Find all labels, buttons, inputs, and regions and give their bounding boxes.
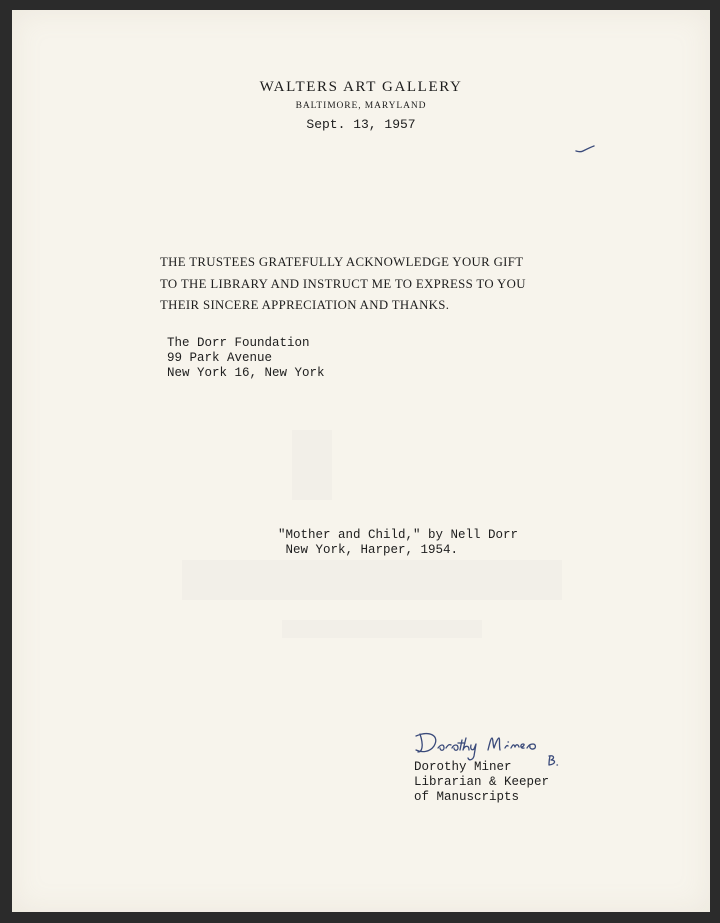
- gift-line: New York, Harper, 1954.: [278, 543, 459, 557]
- gift-line: "Mother and Child," by Nell Dorr: [278, 528, 519, 542]
- signature-block: [414, 760, 549, 805]
- signatory-title: Librarian & Keeper: [414, 775, 550, 789]
- gift-description: [278, 528, 518, 558]
- recipient-line: 99 Park Avenue: [167, 351, 273, 365]
- signatory-name: Dorothy Miner: [414, 760, 512, 774]
- recipient-address: [167, 336, 325, 381]
- acknowledgement-line: THE TRUSTEES GRATEFULLY ACKNOWLEDGE YOUR GIFT: [160, 255, 524, 269]
- recipient-line: The Dorr Foundation: [167, 336, 310, 350]
- letter-date: Sept. 13, 1957: [306, 117, 416, 132]
- letterhead-institution: WALTERS ART GALLERY: [259, 79, 463, 95]
- acknowledgement-text: [160, 252, 590, 317]
- letterhead-location: BALTIMORE, MARYLAND: [295, 101, 427, 111]
- signatory-department: of Manuscripts: [414, 790, 520, 804]
- letter-page: [12, 10, 710, 912]
- recipient-line: New York 16, New York: [167, 366, 325, 380]
- checkmark-icon: [574, 143, 596, 155]
- acknowledgement-line: TO THE LIBRARY AND INSTRUCT ME TO EXPRESS TO YOU: [160, 276, 526, 291]
- acknowledgement-line: THEIR SINCERE APPRECIATION AND THANKS.: [160, 298, 450, 312]
